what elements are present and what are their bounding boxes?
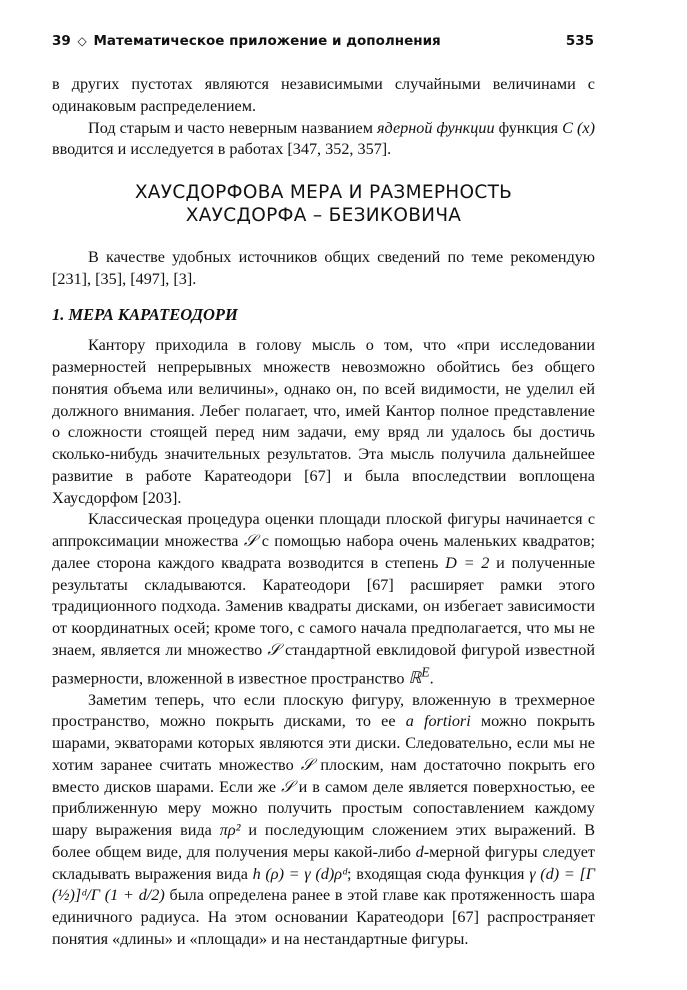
math-h-rho: h (ρ) = γ (d)ρᵈ (252, 864, 348, 883)
running-header (52, 33, 594, 49)
math-set-s: 𝒮 (267, 640, 280, 659)
math-d-equals-2: D = 2 (445, 553, 490, 572)
math-c-of-x: C (x) (562, 118, 596, 137)
header-left (52, 33, 441, 49)
chapter-number: 39 (52, 33, 71, 49)
math-d: d (415, 842, 424, 861)
section-title-line-2: ХАУСДОРФА – БЕЗИКОВИЧА (185, 205, 462, 226)
math-gamma-d: γ (d) = [Γ (½)]ᵈ/Γ (1 + d/2) (52, 864, 595, 905)
paragraph-continued: в других пустотах являются независимыми случайными величинами с одинаковым распределением. (52, 75, 595, 115)
section-title-line-1: ХАУСДОРФОВА МЕРА И РАЗМЕРНОСТЬ (134, 182, 513, 203)
math-set-s: 𝒮 (243, 532, 257, 550)
math-set-s: 𝒮 (281, 777, 294, 796)
emphasis-kernel-function: ядерной функции (377, 118, 495, 137)
paragraph-a-fortiori: Заметим теперь, что если плоскую фигуру, вложенную в трехмерное пространство, можно покрыть дисками, то ее a fortiori можно покрыть шарами, экваторами которых являются эти диски. Следовательно, если мы не хотим заранее считать множество 𝒮 плоским, нам достаточно покрыть его вместо дисков шарами. Если же 𝒮 и в самом деле является поверхностью, ее приближенную меру можно получить простым сопоставлением каждому шару выражения вида πρ² и последующим сложением этих выражений. В более общем виде, для получения меры какой-либо d-мерной фигуры следует складывать выражения вида h (ρ) = γ (d)ρᵈ; входящая сюда функция γ (d) = [Γ (½)]ᵈ/Γ (1 + d/2) была определена ранее в этой главе как протяженность шара единичного радиуса. На этом основании Каратеодори [67] распространяет понятия «длины» и «площади» и на нестандартные фигуры. (52, 690, 596, 948)
subsection-title: 1. МЕРА КАРАТЕОДОРИ (52, 304, 238, 324)
math-pi-rho-squared: πρ² (219, 821, 241, 840)
section-title (52, 181, 595, 227)
emphasis-a-fortiori: a fortiori (405, 712, 471, 731)
paragraph-cantor: Кантору приходила в голову мысль о том, что «при исследовании размерностей непрерывных множеств невозможно обойтись без общего понятия объема или величины», однако он, по всей видимости, не уделил ей должного внимания. Лебег полагает, что, имей Кантор полное представление о сложности стоящей перед ним задачи, ему вряд ли удалось бы достичь сколько-нибудь значительных результатов. Эта мысль получила дальнейшее развитие в работе Каратеодори [67] и была впоследствии воплощена Хаусдорфом [203]. (52, 336, 595, 507)
paragraph-kernel-function: Под старым и часто неверным названием ядерной функции функция C (x) вводится и исследуется в работах [347, 352, 357]. (52, 118, 596, 159)
body-text (52, 74, 595, 951)
page-number: 535 (565, 33, 594, 49)
paragraph-sources: В качестве удобных источников общих сведений по теме рекомендую [231], [35], [497], [3]. (52, 248, 595, 288)
math-space-re: ℝ$^E$ (408, 664, 430, 687)
math-set-s: 𝒮 (300, 755, 314, 774)
chapter-title: Математическое приложение и дополнения (93, 33, 441, 49)
paragraph-classical-procedure: Классическая процедура оценки площади плоской фигуры начинается с аппроксимации множества 𝒮 с помощью набора очень маленьких квадратов; далее сторона каждого квадрата возводится в степень D = 2 и полученные результаты складываются. Каратеодори [67] расширяет рамки этого традиционного подхода. Заменив квадраты дисками, он избегает зависимости от координатных осей; кроме того, с самого начала предполагается, что мы не знаем, является ли множество 𝒮 стандартной евклидовой фигурой известной размерности, вложенной в известное пространство ℝ$^E$. (52, 510, 596, 687)
diamond-icon: ◇ (77, 34, 87, 48)
